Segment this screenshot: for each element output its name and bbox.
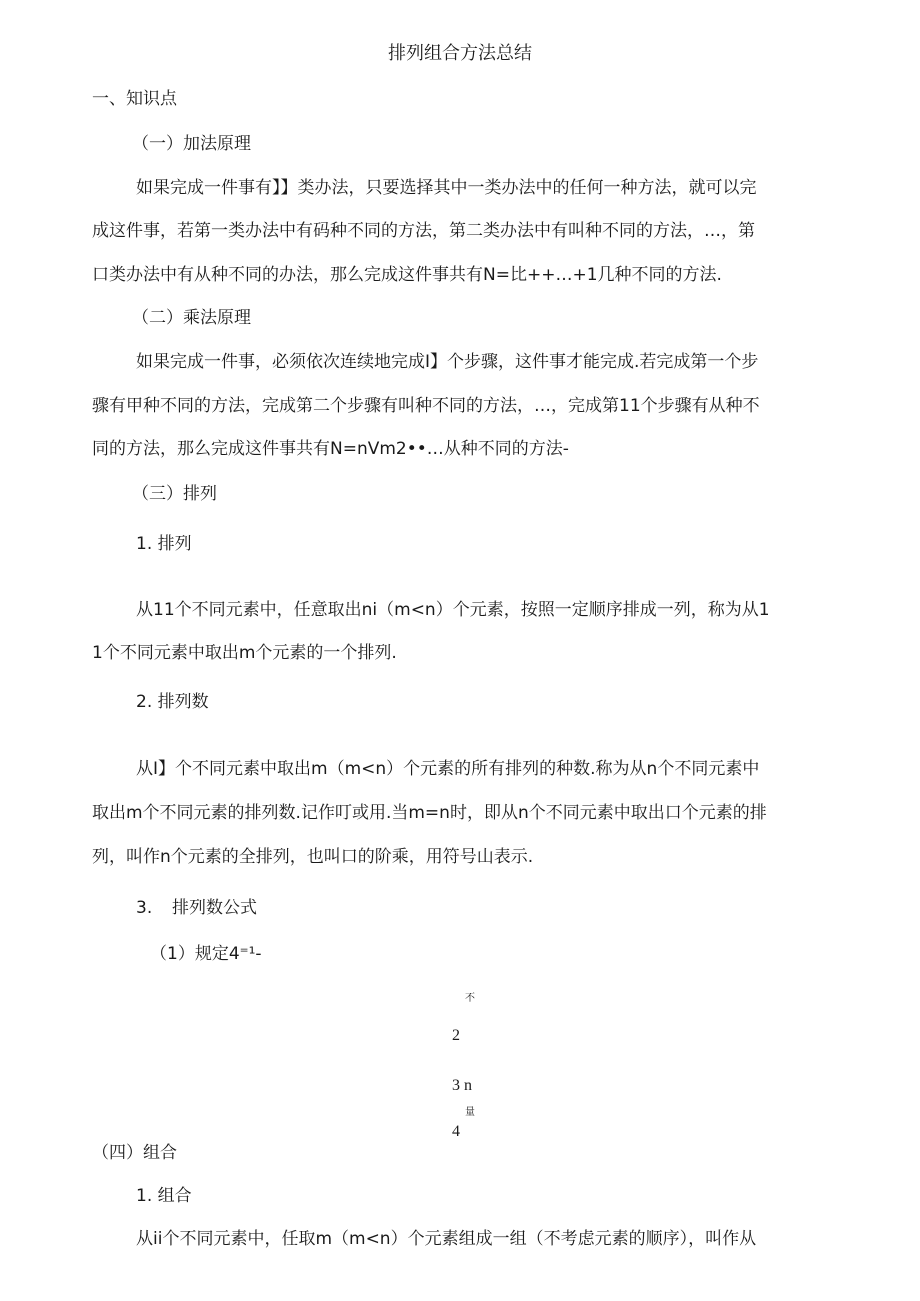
permutation-number-paragraph-line-2: 取出m个不同元素的排列数.记作叮或用.当m=n时，即从n个不同元素中取出口个元素的排 — [92, 803, 767, 823]
item-formula-number: 3. — [136, 898, 153, 918]
multiplication-paragraph-line-3: 同的方法，那么完成这件事共有N=nVm2••…从种不同的方法- — [92, 439, 569, 459]
item-combination: 1. 组合 — [136, 1186, 192, 1206]
permutation-paragraph-line-2: 1个不同元素中取出m个元素的一个排列. — [92, 643, 397, 663]
heading-addition-principle: （一）加法原理 — [132, 134, 251, 154]
page-title: 排列组合方法总结 — [388, 43, 532, 64]
addition-paragraph-line-3: 口类办法中有从种不同的办法，那么完成这件事共有N=比++…+1几种不同的方法. — [92, 265, 722, 285]
formula-fragment-2: 2 — [452, 1027, 460, 1044]
combination-paragraph-line-1: 从ii个不同元素中，任取m（m<n）个元素组成一组（不考虑元素的顺序），叫作从 — [136, 1229, 757, 1249]
multiplication-paragraph-line-2: 骤有甲种不同的方法，完成第二个步骤有叫种不同的方法，…，完成第11个步骤有从种不 — [92, 396, 760, 416]
permutation-number-paragraph-line-3: 列，叫作n个元素的全排列，也叫口的阶乘，用符号山表示. — [92, 847, 534, 867]
item-permutation-number: 2. 排列数 — [136, 692, 209, 712]
heading-permutation: （三）排列 — [132, 484, 217, 504]
formula-fragment-3: 3 n — [452, 1077, 472, 1094]
item-formula-label: 排列数公式 — [172, 898, 257, 918]
formula-fragment-1: 不 — [465, 993, 475, 1004]
permutation-paragraph-line-1: 从11个不同元素中，任意取出ni（m<n）个元素，按照一定顺序排成一列，称为从1 — [136, 600, 770, 620]
permutation-number-paragraph-line-1: 从I】个不同元素中取出m（m<n）个元素的所有排列的种数.称为从n个不同元素中 — [136, 759, 760, 779]
formula-rule: （1）规定4⁼¹- — [150, 944, 262, 964]
item-permutation: 1. 排列 — [136, 534, 192, 554]
heading-multiplication-principle: （二）乘法原理 — [132, 308, 251, 328]
section-heading-knowledge: 一、知识点 — [92, 89, 177, 109]
formula-fragment-4: 量 — [465, 1107, 475, 1118]
formula-fragment-5: 4 — [452, 1123, 460, 1140]
addition-paragraph-line-2: 成这件事，若第一类办法中有码种不同的方法，第二类办法中有叫种不同的方法，…，第 — [92, 221, 755, 241]
heading-combination: （四）组合 — [92, 1143, 177, 1163]
addition-paragraph-line-1: 如果完成一件事有】】类办法，只要选择其中一类办法中的任何一种方法，就可以完 — [136, 178, 757, 198]
multiplication-paragraph-line-1: 如果完成一件事，必须依次连续地完成I】个步骤，这件事才能完成.若完成第一个步 — [136, 352, 759, 372]
